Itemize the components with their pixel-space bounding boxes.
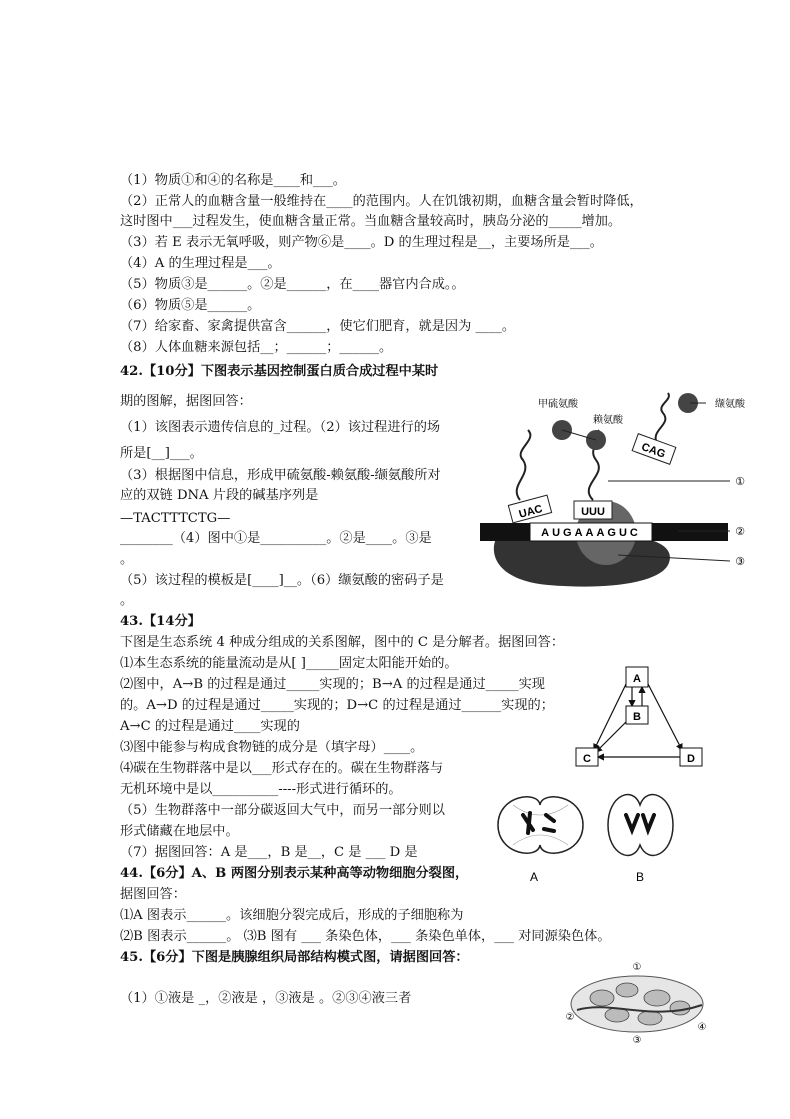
text-line-q43_3: ⑶图中能参与构成食物链的成分是（填字母）____。 (120, 740, 424, 755)
pancreas-tissue-diagram (562, 960, 712, 1045)
text-line-q42_3: （3）根据图中信息，形成甲硫氨酸-赖氨酸-缬氨酸所对 (120, 468, 441, 483)
text-line-q41_5: （5）物质③是______。②是______，在____器官内合成。。 (120, 277, 465, 292)
node-a: A (633, 673, 641, 685)
text-line-q42_h: 42.【10分】下图表示基因控制蛋白质合成过程中某时 (120, 364, 439, 379)
label-lys: 赖氨酸 (593, 415, 623, 426)
anticodon-2: UUU (581, 506, 605, 518)
text-line-q41_4: （4）A 的生理过程是___。 (120, 256, 281, 271)
text-line-q45_1: （1）①液是 _，②液是 ，③液是 。②③④液三者 (120, 991, 412, 1006)
text-line-q43_5: （5）生物群落中一部分碳返回大气中，而另一部分则以 (120, 803, 445, 818)
text-line-q41_6: （6）物质⑤是______。 (120, 298, 261, 313)
tissue-marker-4: ④ (697, 1022, 707, 1033)
text-line-q42_1: （1）该图表示遗传信息的_过程。（2）该过程进行的场 (120, 420, 441, 435)
text-line-q41_7: （7）给家畜、家禽提供富含______，使它们肥育，就是因为 ____。 (120, 319, 516, 334)
text-line-q44_h2: 据图回答： (120, 887, 186, 902)
mrna-sequence: AUGAAAGUC (541, 527, 641, 539)
tissue-marker-1: ① (632, 962, 642, 973)
text-line-q42_h2: 期的图解，据图回答： (120, 394, 252, 409)
text-line-q41_2a: （2）正常人的血糖含量一般维持在____的范围内。人在饥饿初期，血糖含量会暂时降低， (120, 194, 643, 209)
text-line-q42_3b: 应的双链 DNA 片段的碱基序列是 (120, 488, 319, 503)
label-val: 缬氨酸 (715, 399, 745, 410)
text-line-q42_1b: 所是[__]___。 (120, 446, 203, 461)
anticodon-1: UAC (517, 503, 544, 521)
label-met: 甲硫氨酸 (538, 399, 578, 410)
text-line-q41_8: （8）人体血糖来源包括__；______；______。 (120, 340, 393, 355)
mrna-strand (530, 523, 652, 541)
ecosystem-diagram (570, 662, 720, 772)
text-line-q41_3: （3）若 E 表示无氧呼吸，则产物⑥是____。D 的生理过程是__，主要场所是___。 (120, 235, 603, 250)
text-line-q43_5b: 形式储藏在地层中。 (120, 824, 239, 839)
tissue-marker-2: ② (565, 1012, 575, 1023)
text-line-q43_2c: A→C 的过程是通过____实现的 (120, 719, 300, 734)
node-c: C (583, 753, 591, 765)
text-line-q42_5: （5）该过程的模板是[____]__。（6）缬氨酸的密码子是 (120, 573, 444, 588)
text-line-q43_4: ⑷碳在生物群落中是以___形式存在的。碳在生物群落与 (120, 761, 444, 776)
text-line-q43_4b: 无机环境中是以__________----形式进行循环的。 (120, 782, 402, 797)
text-line-q42_5b: 。 (120, 593, 134, 608)
cell-division-diagram (488, 785, 693, 885)
node-b: B (633, 711, 641, 723)
text-line-q42_3c: —TACTTTCTG— (120, 511, 231, 526)
text-line-q44_1: ⑴A 图表示______。该细胞分裂完成后，形成的子细胞称为 (120, 908, 464, 923)
node-d: D (687, 753, 695, 765)
text-line-q43_2: ⑵图中，A→B 的过程是通过_____实现的；B→A 的过程是通过_____实现 (120, 677, 545, 692)
marker-2: ② (735, 526, 745, 538)
text-line-q43_h: 43.【14分】 (120, 614, 201, 629)
text-line-q43_i: 下图是生态系统 4 种成分组成的关系图解，图中的 C 是分解者。据图回答： (120, 635, 565, 650)
cell-label-a: A (529, 870, 539, 884)
text-line-q41_1: （1）物质①和④的名称是____和___。 (120, 173, 346, 188)
text-line-q45_h: 45.【6分】下图是胰腺组织局部结构模式图，请据图回答： (120, 950, 469, 965)
text-line-q43_7: （7）据图回答：A 是___，B 是__，C 是 ___ D 是 (120, 845, 418, 860)
marker-1: ① (735, 476, 745, 488)
marker-3: ③ (735, 556, 745, 568)
tissue-marker-3: ③ (632, 1035, 642, 1045)
text-line-q42_4: ________（4）图中①是__________。②是____。③是 (120, 531, 432, 546)
trna-1 (517, 430, 531, 500)
anticodon-3: CAG (639, 441, 667, 461)
text-line-q44_h: 44.【6分】A、B 两图分别表示某种高等动物细胞分裂图， (120, 866, 469, 881)
text-line-q44_2: ⑵B 图表示______。 ⑶B 图有 ___ 条染色体，___ 条染色单体，___ 对同源染色体。 (120, 929, 611, 944)
text-line-q43_2b: 的。A→D 的过程是通过_____实现的；D→C 的过程是通过______实现的； (120, 698, 554, 713)
text-line-q41_2b: 这时图中___过程发生，使血糖含量正常。当血糖含量较高时，胰岛分泌的_____增加。 (120, 214, 622, 229)
cell-label-b: B (635, 870, 645, 884)
text-line-q42_4b: 。 (120, 552, 134, 567)
translation-diagram (478, 385, 750, 590)
text-line-q43_1: ⑴本生态系统的能量流动是从[ ]_____固定太阳能开始的。 (120, 656, 458, 671)
